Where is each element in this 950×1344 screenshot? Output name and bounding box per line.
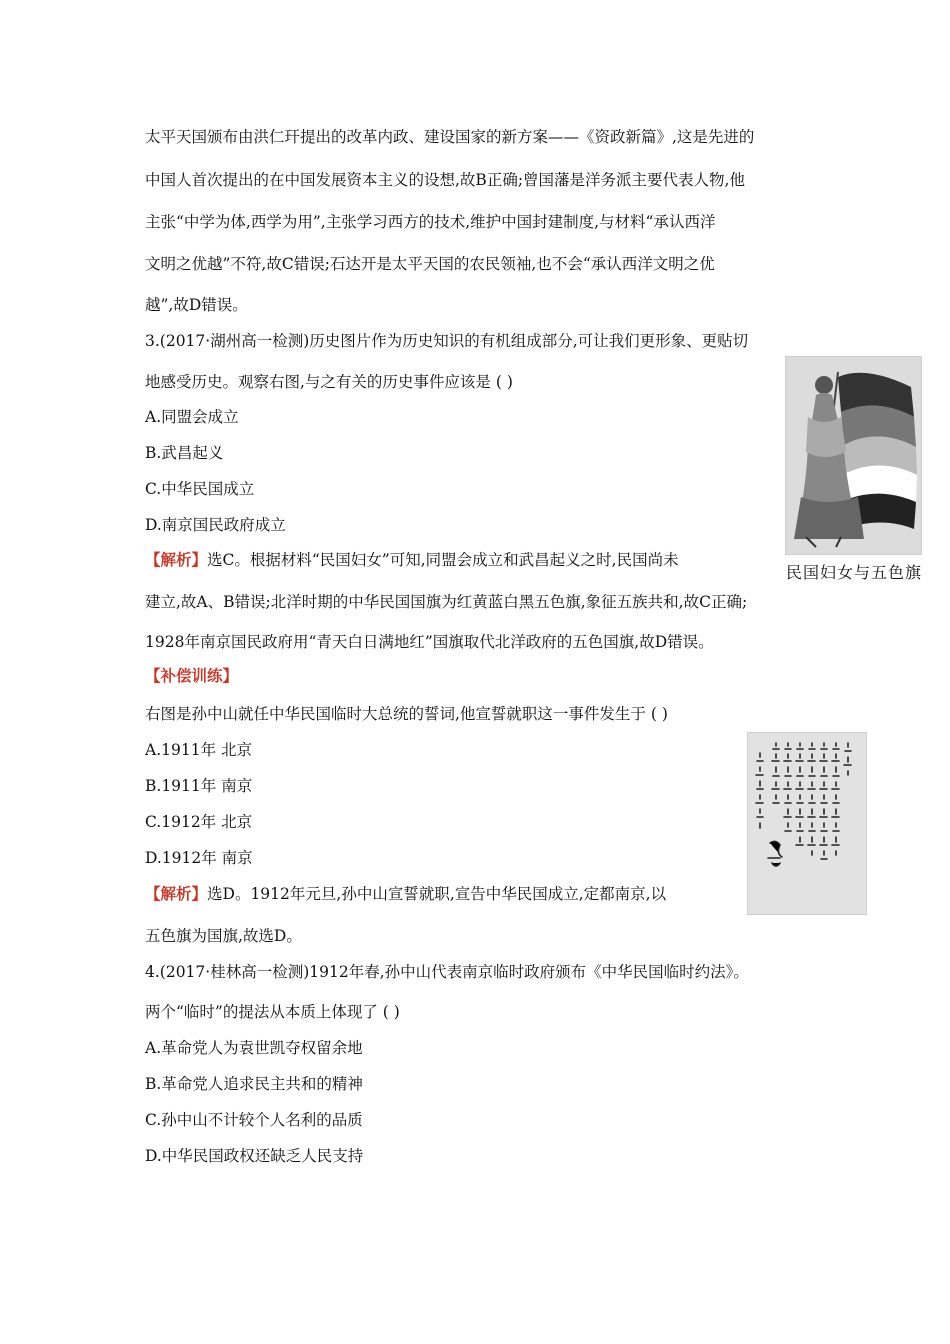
text-line: 太平天国颁布由洪仁玕提出的改革内政、建设国家的新方案——《资政新篇》,这是先进的	[145, 128, 755, 146]
calligraphy-image	[748, 733, 866, 914]
text-line: 文明之优越”不符,故C错误;石达开是太平天国的农民领袖,也不会“承认西洋文明之优	[145, 255, 715, 273]
option-b: B.1911年 南京	[145, 777, 253, 795]
analysis-line: 建立,故A、B错误;北洋时期的中华民国国旗为红黄蓝白黑五色旗,象征五族共和,故C正确;	[145, 593, 748, 611]
analysis-text: 选C。根据材料“民国妇女”可知,同盟会成立和武昌起义之时,民国尚未	[207, 551, 679, 569]
option-a: A.同盟会成立	[145, 408, 239, 426]
text-line: 主张“中学为体,西学为用”,主张学习西方的技术,维护中国封建制度,与材料“承认西洋	[145, 213, 716, 231]
question-3-stem: 地感受历史。观察右图,与之有关的历史事件应该是 ( )	[145, 373, 513, 391]
supplement-tag	[145, 666, 238, 686]
option-d: D.1912年 南京	[145, 849, 253, 867]
option-c: C.孙中山不计较个人名利的品质	[145, 1111, 363, 1129]
analysis-text: 选D。1912年元旦,孙中山宣誓就职,宣告中华民国成立,定都南京,以	[207, 885, 667, 903]
analysis-line	[145, 884, 666, 904]
woman-flag-illustration	[786, 357, 921, 554]
oath-calligraphy-figure	[747, 732, 867, 915]
option-b: B.武昌起义	[145, 444, 224, 462]
question-4-stem: 4.(2017·桂林高一检测)1912年春,孙中山代表南京临时政府颁布《中华民国临时约法》。	[145, 963, 749, 981]
analysis-line: 五色旗为国旗,故选D。	[145, 927, 302, 945]
option-a: A.1911年 北京	[145, 741, 252, 759]
analysis-tag: 【解析】	[145, 550, 208, 569]
option-a: A.革命党人为袁世凯夺权留余地	[145, 1039, 363, 1057]
analysis-line: 1928年南京国民政府用“青天白日满地红”国旗取代北洋政府的五色国旗,故D错误。	[145, 633, 714, 651]
analysis-tag: 【解析】	[145, 884, 208, 903]
woman-flag-figure	[785, 356, 922, 555]
supplement-tag-label: 【补偿训练】	[145, 666, 239, 685]
analysis-line	[145, 550, 679, 570]
text-line: 中国人首次提出的在中国发展资本主义的设想,故B正确;曾国藩是洋务派主要代表人物,他	[145, 171, 745, 189]
option-d: D.中华民国政权还缺乏人民支持	[145, 1147, 364, 1165]
figure-caption: 民国妇女与五色旗	[786, 563, 923, 582]
option-b: B.革命党人追求民主共和的精神	[145, 1075, 363, 1093]
question-4-stem: 两个“临时”的提法从本质上体现了 ( )	[145, 1003, 400, 1021]
option-c: C.1912年 北京	[145, 813, 253, 831]
option-d: D.南京国民政府成立	[145, 516, 286, 534]
supplement-stem: 右图是孙中山就任中华民国临时大总统的誓词,他宣誓就职这一事件发生于 ( )	[145, 705, 668, 723]
question-3-stem: 3.(2017·湖州高一检测)历史图片作为历史知识的有机组成部分,可让我们更形象、更贴切	[145, 332, 749, 350]
option-c: C.中华民国成立	[145, 480, 255, 498]
text-line: 越”,故D错误。	[145, 296, 248, 314]
